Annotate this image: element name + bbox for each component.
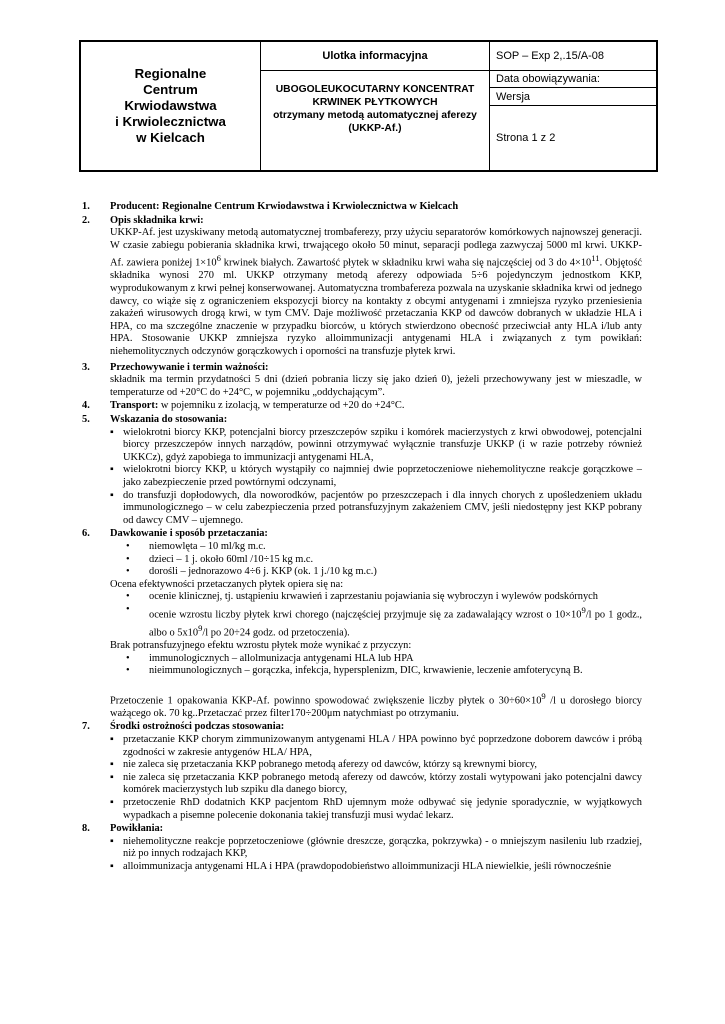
dose-list xyxy=(82,541,642,579)
organization-name: Regionalne Centrum Krwiodawstwa i Krwiolecznictwa w Kielcach xyxy=(81,42,261,170)
header-title-column xyxy=(261,42,490,170)
section-title: Opis składnika krwi: xyxy=(110,214,204,226)
lack-effect-list xyxy=(82,653,642,678)
section-storage: 3. Przechowywanie i termin ważności: xyxy=(82,361,269,373)
list-item: • dorośli – jednorazowo 4÷6 j. KKP (ok. 1 j./10 kg m.c.) xyxy=(124,566,642,579)
section-complications: 8. Powikłania: xyxy=(82,823,164,835)
section-producer: 1. Producent: Regionalne Centrum Krwiodawstwa i Krwiolecznictwa w Kielcach xyxy=(82,201,459,212)
indications-list xyxy=(82,427,642,528)
section-title: Producent: Regionalne Centrum Krwiodawstwa i Krwiolecznictwa w Kielcach xyxy=(110,201,459,212)
list-item: ▪ przetaczanie KKP chorym zimmunizowanym antygenami HLA / HPA powinno być poprzedzone doborem dawców i próbą zgodności w zakresie antygenów HLA/ HPA, xyxy=(110,734,642,759)
validity-date-label: Data obowiązywania: xyxy=(490,71,656,88)
version-label: Wersja xyxy=(490,88,656,106)
document-body xyxy=(82,200,642,874)
list-item: • ocenie klinicznej, tj. ustąpieniu krwawień i zaprzestaniu pojawiania się wybroczyn i wylewów podskórnych xyxy=(124,591,642,604)
section-indications: 5. Wskazania do stosowania: xyxy=(82,413,228,425)
transfusion-effect-text: Przetoczenie 1 opakowania KKP-Af. powinno spowodować zwiększenie liczby płytek o $30\div 60\times 10^9$ /l u dorosłego biorcy ważącego ok. 70 kg..Przetaczać przez filter170÷200μm natychmiast po otrzymaniu. xyxy=(110,690,643,719)
list-item: • dzieci – 1 j. około 60ml /10÷15 kg m.c. xyxy=(124,554,642,567)
list-item: ▪ nie zaleca się przetaczania KKP pobranego metodą aferezy od dawców, którzy zostali wytypowani jako potencjalni dawcy komórek macierzystych lub szpiku dla danego biorcy, xyxy=(110,772,642,797)
list-item: ▪ do transfuzji dopłodowych, dla noworodków, pacjentów po przeszczepach i dla innych chorych z upośledzeniem układu immunologicznego – w celu zabezpieczenia przed potransfuzyjnym zakażeniem CMV, jeśli niedostępny jest KKP pobrany od dawcy CMV – ujemnego. xyxy=(110,490,642,528)
list-item: ▪ nie zaleca się przetaczania KKP pobranego metodą aferezy od dawców, którzy są krewnymi biorcy, xyxy=(110,759,642,772)
product-title: UBOGOLEUKOCUTARNY KONCENTRAT KRWINEK PŁYTKOWYCH otrzymany metodą automatycznej aferezy (UKKP-Af.) xyxy=(273,84,477,134)
description-text: UKKP-Af. jest uzyskiwany metodą automatycznej trombaferezy, przy użyciu separatorów komórkowych najnowszej generacji. W czasie zabiegu pobierania składnika krwi, trwającego około 50 minut, separacji podlega zazwyczaj 5000 ml krwi. UKKP-Af. zawiera poniżej $1\times 10^6$ krwinek białych. Zawartość płytek w składniku krwi waha się najczęściej od 3 do $4\times 10^{11}$. Objętość składnika wynosi 270 ml. UKKP otrzymany metodą aferezy odpowiada 5÷6 pojedynczym jednostkom KKP, wyprodukowanym z krwi pełnej konserwowanej. Automatyczna trombafereza pozwala na uzyskanie składnika krwi od jednego dawcy, co wiąże się z ograniczeniem ekspozycji biorcy na kontakty z obcymi antygenami i zmniejsza ryzyko przeniesienia zakażeń wirusowych drogą krwi, w tym CMV. Daje możliwość przetaczania KKP od dawców dobranych w układzie HLA i HPA, co ma szczególne znaczenie w przypadku biorców, u których stwierdzono obecność przeciwciał anty HLA i/lub anty HPA. Stosowanie UKKP zmniejsza ryzyko alloimmunizacji antygenami HLA i związanych z tym powikłań: niehemolitycznych odczynów gorączkowych i oporności na transfuzje płytek krwi. xyxy=(110,227,642,357)
leaflet-label: Ulotka informacyjna xyxy=(261,42,489,71)
list-item: ▪ wielokrotni biorcy KKP, u których wystąpiły co najmniej dwie poprzetoczeniowe niehemolityczne reakcje gorączkowe – jako zabezpieczenie przed powtórnymi odczynami, xyxy=(110,464,642,489)
lack-effect-intro: Brak potransfuzyjnego efektu wzrostu płytek może wynikać z przyczyn: xyxy=(110,640,412,651)
evaluation-intro: Ocena efektywności przetaczanych płytek opiera się na: xyxy=(110,578,344,590)
list-item: • niemowlęta – 10 ml/kg m.c. xyxy=(124,541,642,554)
list-item: ▪ przetoczenie RhD dodatnich KKP pacjentom RhD ujemnym może odbywać się jedynie sporadycznie, w wyjątkowych wypadkach a pisemne polecenie dokonania takiej transfuzji musi wydać lekarz. xyxy=(110,797,642,822)
storage-text: składnik ma termin przydatności 5 dni (dzień pobrania liczy się jako dzień 0), jeżeli przechowywany jest w mieszadle, w temperaturze od +20°C do +24°C, w pojemniku „oddychającym”. xyxy=(110,374,642,398)
sop-code: SOP – Exp 2,.15/A-08 xyxy=(490,42,656,71)
transport-text: w pojemniku z izolacją, w temperaturze od +20 do +24°C. xyxy=(158,400,405,412)
section-title: Dawkowanie i sposób przetaczania: xyxy=(110,528,268,540)
evaluation-list xyxy=(82,591,642,640)
section-dosage: 6. Dawkowanie i sposób przetaczania: xyxy=(82,528,268,540)
section-title: Środki ostrożności podczas stosowania: xyxy=(110,721,285,733)
section-precautions: 7. Środki ostrożności podczas stosowania: xyxy=(82,721,285,733)
section-description: 2. Opis składnika krwi: xyxy=(82,214,204,226)
document-header xyxy=(79,40,658,172)
complications-list xyxy=(82,836,642,874)
section-title: Transport: xyxy=(110,400,159,412)
list-item: • ocenie wzrostu liczby płytek krwi chorego (najczęściej przyjmuje się za zadawalający wzrost o $10\times 10^9/l$ po 1 godz., albo o $5x10^9/l$ po 20÷24 godz. od przetoczenia). xyxy=(124,604,642,640)
section-transport: 4. Transport: w pojemniku z izolacją, w temperaturze od +20 do +24°C. xyxy=(82,400,405,412)
page-number: Strona 1 z 2 xyxy=(496,132,556,144)
section-title: Przechowywanie i termin ważności: xyxy=(110,361,269,373)
header-meta-column xyxy=(490,42,656,170)
list-item: ▪ niehemolityczne reakcje poprzetoczeniowe (głównie dreszcze, gorączka, pokrzywka) - o mniejszym nasileniu lub rzadziej, niż po innych rodzajach KKP, xyxy=(110,836,642,861)
list-item: • nieimmunologicznych – gorączka, infekcja, hypersplenizm, DIC, krwawienie, leczenie amfoterycyną B. xyxy=(124,665,642,678)
list-item: ▪ wielokrotni biorcy KKP, potencjalni biorcy przeszczepów szpiku i komórek macierzystych z krwi obwodowej, potencjalni biorcy przeszczepów innych narządów, powinni otrzymywać wyłącznie transfuzje UKKP (i w razie potrzeby również UKKCz), gdyż zapobiega to immunizacji antygenami HLA, xyxy=(110,427,642,465)
precautions-list xyxy=(82,734,642,822)
list-item: • immunologicznych – allolmunizacja antygenami HLA lub HPA xyxy=(124,653,642,666)
list-item: ▪ alloimmunizacja antygenami HLA i HPA (prawdopodobieństwo alloimmunizacji HLA niewielkie, jeśli równocześnie xyxy=(110,861,642,874)
section-title: Powikłania: xyxy=(110,823,164,835)
section-title: Wskazania do stosowania: xyxy=(110,413,228,425)
